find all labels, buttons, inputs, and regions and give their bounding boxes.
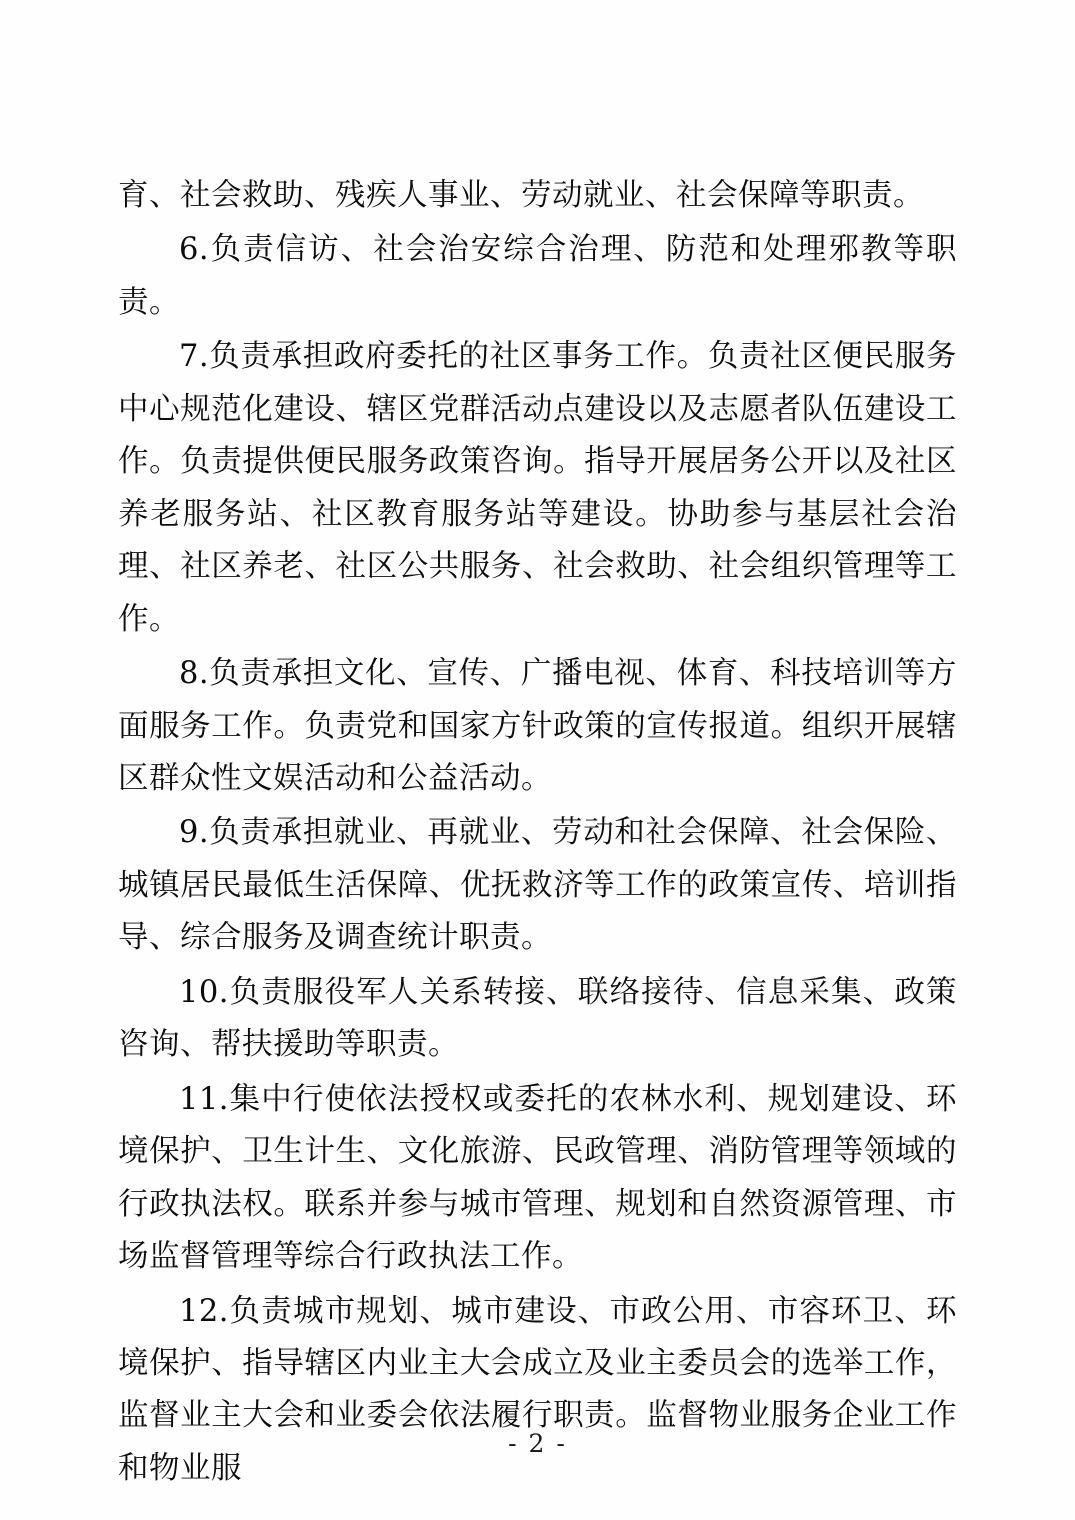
paragraph-item-9: 9.负责承担就业、再就业、劳动和社会保障、社会保险、城镇居民最低生活保障、优抚救济等工作的政策宣传、培训指导、综合服务及调查统计职责。 [118, 815, 957, 956]
paragraph-item-6: 6.负责信访、社会治安综合治理、防范和处理邪教等职责。 [118, 232, 957, 320]
page-number: - 2 - [508, 1429, 567, 1458]
paragraph-item-12: 12.负责城市规划、城市建设、市政公用、市容环卫、环境保护、指导辖区内业主大会成立及业主委员会的选举工作，监督业主大会和业委会依法履行职责。监督物业服务企业工作和物业服 [118, 1293, 957, 1486]
paragraph-item-8: 8.负责承担文化、宣传、广播电视、体育、科技培训等方面服务工作。负责党和国家方针政策的宣传报道。组织开展辖区群众性文娱活动和公益活动。 [118, 656, 957, 796]
paragraph-item-11: 11.集中行使依法授权或委托的农林水利、规划建设、环境保护、卫生计生、文化旅游、民政管理、消防管理等领域的行政执法权。联系并参与城市管理、规划和自然资源管理、市场监督管理等综合行政执法工作。 [118, 1081, 957, 1275]
paragraph-item-7: 7.负责承担政府委托的社区事务工作。负责社区便民服务中心规范化建设、辖区党群活动点建设以及志愿者队伍建设工作。负责提供便民服务政策咨询。指导开展居务公开以及社区养老服务站、社区教育服务站等建设。协助参与基层社会治理、社区养老、社区公共服务、社会救助、社会组织管理等工作。 [118, 339, 957, 637]
paragraph-item-10: 10.负责服役军人关系转接、联络接待、信息采集、政策咨询、帮扶援助等职责。 [118, 974, 957, 1063]
paragraph-continuation: 育、社会救助、残疾人事业、劳动就业、社会保障等职责。 [118, 178, 924, 213]
document-body [118, 170, 957, 1495]
